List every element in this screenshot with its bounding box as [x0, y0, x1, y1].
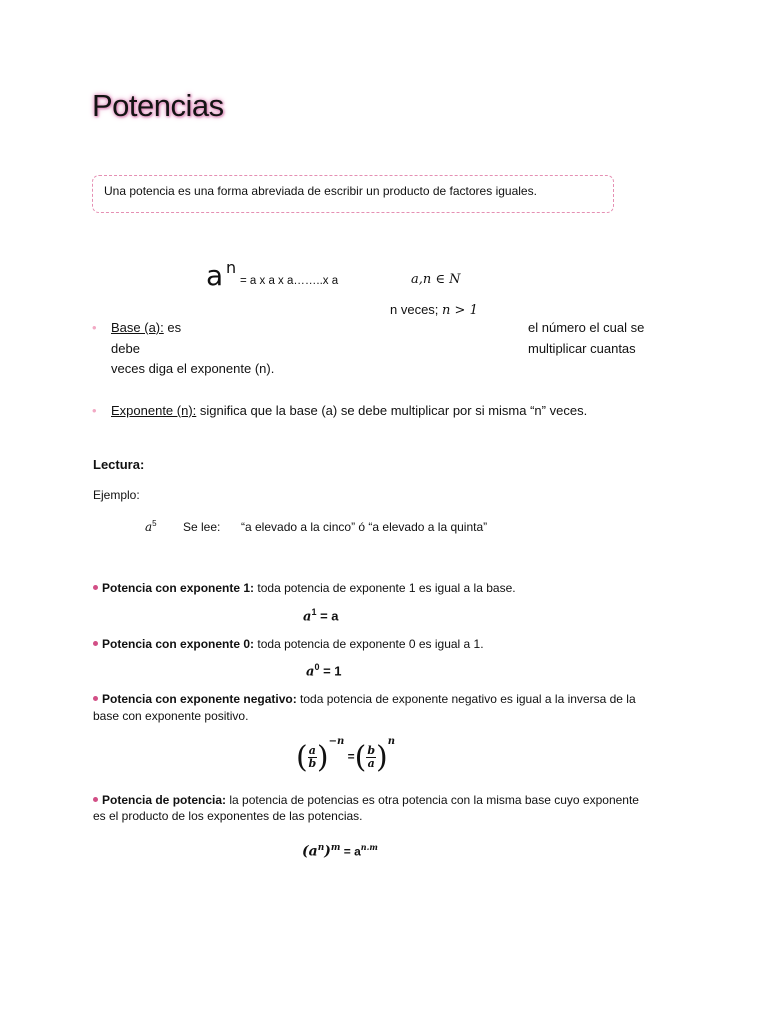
frac-den: a	[367, 757, 375, 770]
property-exponent-1	[93, 581, 516, 595]
f3-exp-pos: n	[387, 735, 396, 747]
frac-num: a	[308, 744, 316, 757]
f2-result: = 1	[319, 663, 342, 679]
fraction-a-over-b	[308, 745, 317, 770]
paren-open: (	[354, 740, 367, 775]
bullet-dot-icon	[93, 797, 98, 802]
bullet-marker: •	[92, 403, 97, 418]
condition-text: n veces;	[390, 302, 439, 317]
formula-exponent: n	[226, 258, 237, 277]
bullet-dot-icon	[93, 585, 98, 590]
formula-exponent-0	[306, 662, 342, 679]
page-title: Potencias	[92, 88, 224, 123]
bullet-marker: •	[92, 320, 97, 335]
property-exponent-0	[93, 637, 484, 651]
base-term: Base (a):	[111, 320, 164, 335]
reads-text: “a elevado a la cinco” ó “a elevado a la quinta”	[241, 520, 488, 534]
property-negative-exponent	[93, 692, 636, 706]
paren-close: )	[316, 740, 329, 775]
property-text: toda potencia de exponente 1 es igual a la base.	[257, 581, 516, 595]
formula-condition	[390, 302, 478, 318]
f4-result-exp: n.m	[360, 842, 378, 852]
fraction-b-over-a	[366, 745, 376, 770]
f4-eq: = a	[340, 844, 361, 859]
f1-base: a	[303, 609, 312, 625]
f2-exp: 0	[314, 662, 320, 672]
reads-label: Se lee:	[183, 520, 221, 534]
f1-result: = a	[316, 608, 339, 624]
definition-text: Una potencia es una forma abreviada de escribir un producto de factores iguales.	[104, 184, 537, 198]
base-line1-left: es	[167, 320, 182, 335]
f4-inner: (a	[302, 843, 318, 860]
formula-negative-exponent	[296, 735, 396, 775]
paren-close: )	[376, 740, 388, 775]
property-text-line2: es el producto de los exponentes de las potencias.	[93, 809, 363, 823]
property-name: Potencia con exponente negativo:	[102, 692, 297, 706]
formula-expansion: = a x a x a……..x a	[240, 275, 339, 287]
exponent-text: significa que la base (a) se debe multiplicar por si misma “n” veces.	[199, 403, 588, 418]
bullet-base-line1	[111, 320, 181, 335]
property-name: Potencia de potencia:	[102, 793, 227, 807]
base-line2-right: multiplicar cuantas	[528, 341, 636, 356]
lectura-heading: Lectura:	[93, 457, 145, 472]
bullet-exponent	[111, 403, 587, 418]
f3-exp-neg: −n	[328, 735, 345, 747]
f4-inner-exp: n	[317, 843, 325, 853]
bullet-dot-icon	[93, 641, 98, 646]
exponent-term: Exponente (n):	[111, 403, 197, 418]
property-text-line2: base con exponente positivo.	[93, 709, 249, 723]
property-text: toda potencia de exponente 0 es igual a 1.	[257, 637, 484, 651]
base-line2-left: debe	[111, 341, 140, 356]
frac-num: b	[367, 744, 376, 757]
base-line3: veces diga el exponente (n).	[111, 361, 275, 376]
condition-math: n > 1	[442, 303, 478, 318]
bullet-dot-icon	[93, 696, 98, 701]
formula-domain: a,n ∈ N	[411, 272, 461, 287]
f1-exp: 1	[311, 607, 317, 617]
base-line1-right: el número el cual se	[528, 320, 645, 335]
formula-power-of-power	[302, 842, 378, 860]
paren-open: (	[296, 740, 308, 775]
formula-exponent-1	[303, 607, 339, 624]
f4-close: )	[324, 843, 331, 860]
formula-base: a	[206, 259, 224, 292]
example-label: Ejemplo:	[93, 488, 140, 502]
property-name: Potencia con exponente 0:	[102, 637, 255, 651]
property-text-line1: la potencia de potencias es otra potencia con la misma base cuyo exponente	[229, 793, 639, 807]
f2-base: a	[306, 664, 315, 680]
property-name: Potencia con exponente 1:	[102, 581, 255, 595]
property-text-line1: toda potencia de exponente negativo es igual a la inversa de la	[300, 692, 636, 706]
example-exp: 5	[152, 519, 157, 528]
f3-eq: =	[347, 749, 355, 764]
example-formula	[145, 519, 157, 534]
f4-outer-exp: m	[330, 843, 341, 853]
property-power-of-power	[93, 793, 639, 807]
example-base: a	[145, 520, 153, 534]
frac-den: b	[308, 757, 317, 770]
